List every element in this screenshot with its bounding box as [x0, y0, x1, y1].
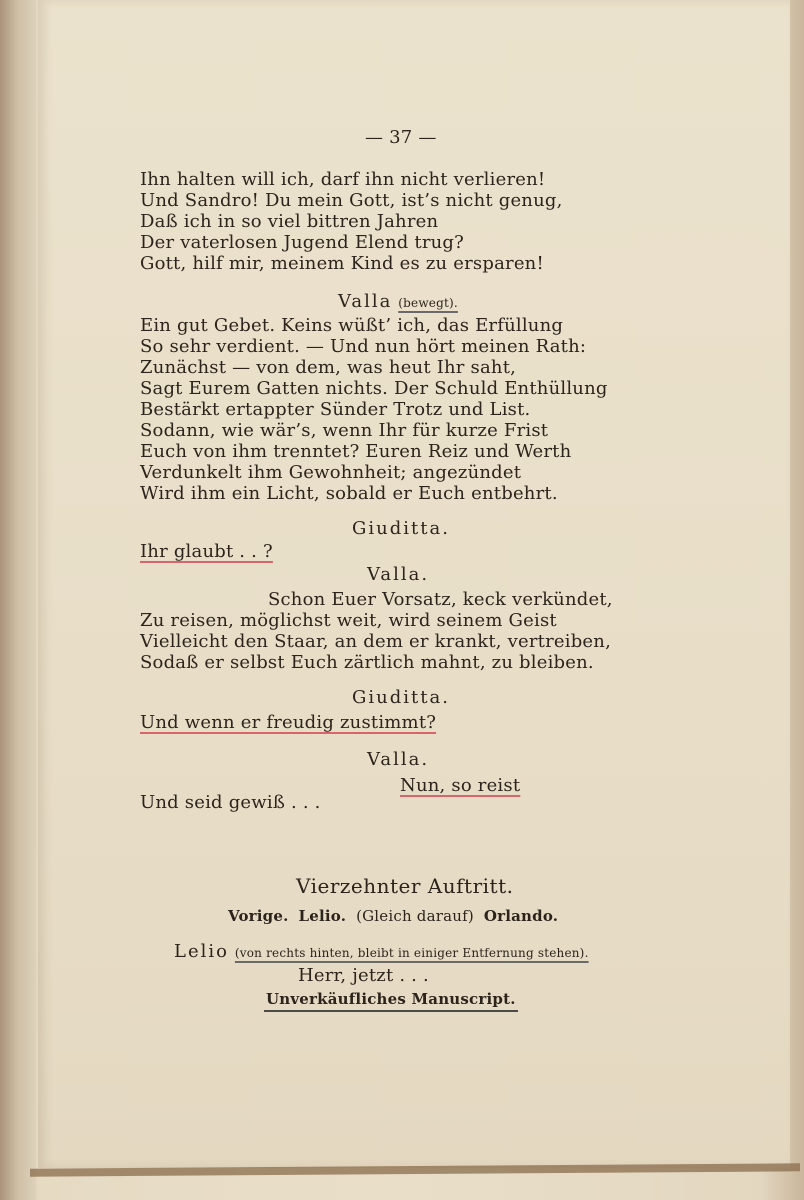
verse-line — [400, 776, 520, 796]
verse-line: Zu reisen, möglichst weit, wird seinem Geist — [140, 610, 557, 631]
verse-line: Wird ihm ein Licht, sobald er Euch entbehrt. — [140, 483, 558, 504]
speaker-label: Giuditta. — [352, 687, 450, 708]
speaker-label: Giuditta. — [352, 518, 450, 539]
verse-line: Sodann, wie wär’s, wenn Ihr für kurze Frist — [140, 420, 549, 441]
speaker-name: Valla — [338, 291, 393, 312]
verse-line: Schon Euer Vorsatz, keck verkündet, — [268, 589, 613, 610]
underlined-text: Und wenn er freudig zustimmt? — [140, 712, 437, 733]
page-number: — 37 — — [365, 127, 437, 148]
scene-title: Vierzehnter Auftritt. — [296, 874, 514, 898]
verse-line: Zunächst — von dem, was heut Ihr saht, — [140, 357, 517, 378]
verse-line: Ein gut Gebet. Keins wüßt’ ich, das Erfüllung — [140, 315, 564, 336]
speaker-label: Valla. — [367, 564, 430, 585]
verse-line: Und seid gewiß . . . — [140, 792, 321, 813]
verse-line — [140, 713, 436, 733]
verse-line: Und Sandro! Du mein Gott, ist’s nicht genug, — [140, 190, 563, 211]
stage-direction: (von rechts hinten, bleibt in einiger Entfernung stehen). — [234, 946, 589, 960]
speaker-label — [338, 292, 458, 313]
underlined-text: Nun, so reist — [400, 775, 521, 796]
underlined-text: Ihr glaubt . . ? — [140, 541, 273, 562]
verse-line: Sagt Eurem Gatten nichts. Der Schuld Enthüllung — [140, 378, 608, 399]
speaker-label: Valla. — [367, 749, 430, 770]
verse-line: Verdunkelt ihm Gewohnheit; angezündet — [140, 462, 522, 483]
cast-note: (Gleich darauf) — [356, 907, 474, 925]
cast-name: Lelio. — [298, 907, 347, 925]
verse-line: Herr, jetzt . . . — [298, 965, 429, 986]
verse-line: Sodaß er selbst Euch zärtlich mahnt, zu bleiben. — [140, 652, 594, 673]
verse-line: Ihn halten will ich, darf ihn nicht verlieren! — [140, 169, 546, 190]
book-binding-fold — [0, 0, 36, 1200]
speaker-label — [174, 942, 589, 963]
verse-line: Der vaterlosen Jugend Elend trug? — [140, 232, 465, 253]
cast-name: Vorige. — [228, 907, 289, 925]
cast-name: Orlando. — [483, 907, 559, 925]
verse-line: Gott, hilf mir, meinem Kind es zu ersparen! — [140, 253, 544, 274]
footer-note: Unverkäufliches Manuscript. — [266, 990, 516, 1008]
verse-line: Daß ich in so viel bittren Jahren — [140, 211, 439, 232]
verse-line: Bestärkt ertappter Sünder Trotz und List. — [140, 399, 531, 420]
cast-list — [228, 906, 558, 926]
footer-underline — [264, 1010, 518, 1012]
speaker-name: Lelio — [174, 941, 229, 962]
stage-direction: (bewegt). — [398, 296, 458, 310]
verse-line: Euch von ihm trenntet? Euren Reiz und Werth — [140, 441, 572, 462]
verse-line: So sehr verdient. — Und nun hört meinen Rath: — [140, 336, 587, 357]
verse-line — [140, 542, 273, 562]
verse-line: Vielleicht den Staar, an dem er krankt, vertreiben, — [140, 631, 612, 652]
